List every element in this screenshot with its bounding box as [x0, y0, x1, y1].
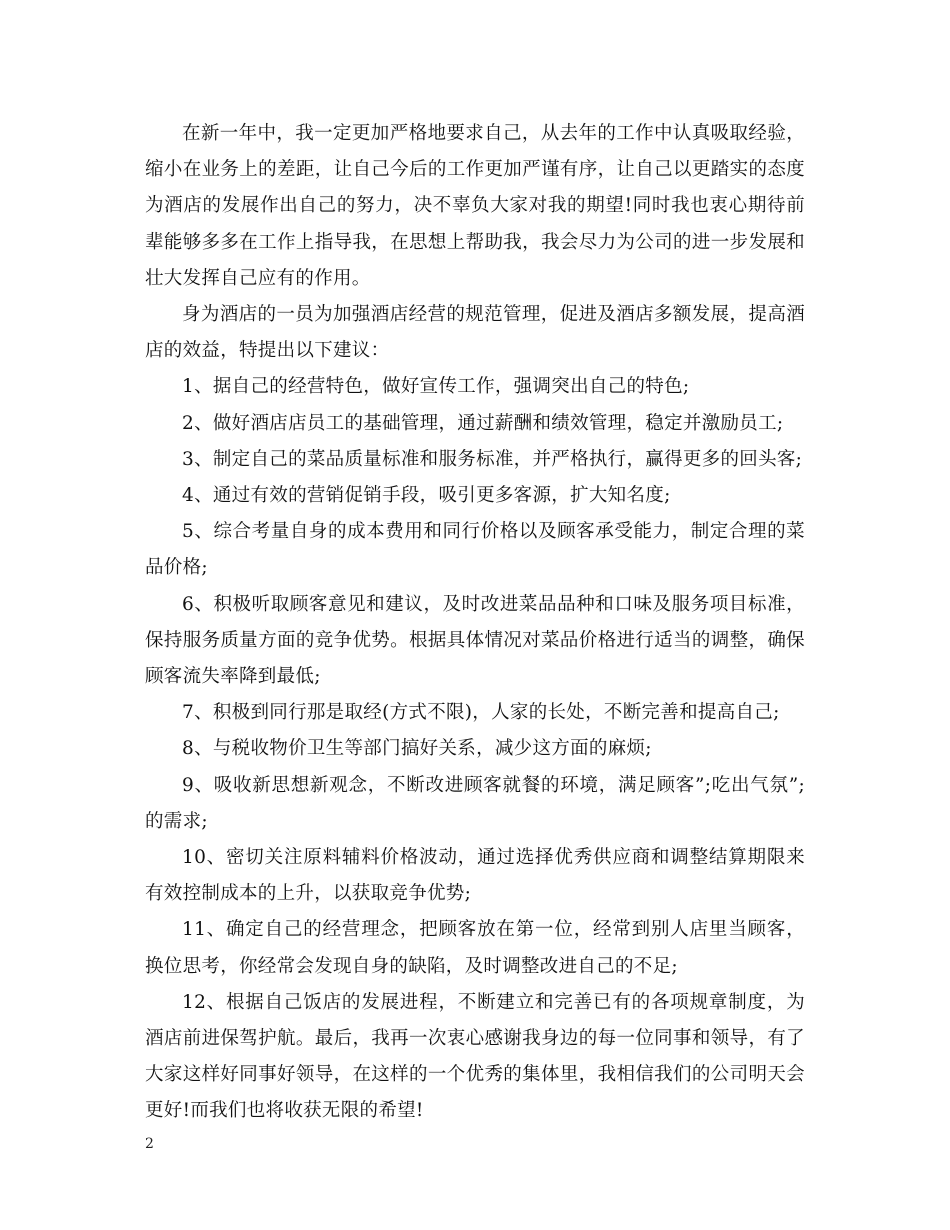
- list-item-10: 10、密切关注原料辅料价格波动，通过选择优秀供应商和调整结算期限来有效控制成本的上升，以获取竞争优势;: [145, 847, 805, 905]
- list-item-3: 3、制定自己的菜品质量标准和服务标准，并严格执行，赢得更多的回头客;: [182, 448, 803, 470]
- list-item-12: 12、根据自己饭店的发展进程，不断建立和完善已有的各项规章制度，为酒店前进保驾护航。最后，我再一次衷心感谢我身边的每一位同事和领导，有了大家这样好同事好领导，在这样的一个优秀的集体里，我相信我们的公司明天会更好!而我们也将收获无限的希望!: [145, 991, 805, 1122]
- list-item-6: 6、积极听取顾客意见和建议，及时改进菜品品种和口味及服务项目标准，保持服务质量方面的竞争优势。根据具体情况对菜品价格进行适当的调整，确保顾客流失率降到最低;: [145, 593, 805, 688]
- list-item-7: 7、积极到同行那是取经(方式不限)，人家的长处，不断完善和提高自己;: [182, 702, 780, 724]
- paragraph-suggestions-intro: 身为酒店的一员为加强酒店经营的规范管理，促进及酒店多额发展，提高酒店的效益，特提出以下建议：: [145, 304, 805, 362]
- page-number: 2: [145, 1136, 154, 1152]
- list-item-5: 5、综合考量自身的成本费用和同行价格以及顾客承受能力，制定合理的菜品价格;: [145, 521, 805, 579]
- document-body: [145, 116, 805, 1130]
- paragraph-intro: 在新一年中，我一定更加严格地要求自己，从去年的工作中认真吸取经验，缩小在业务上的差距，让自己今后的工作更加严谨有序，让自己以更踏实的态度为酒店的发展作出自己的努力，决不辜负大家对我的期望!同时我也衷心期待前辈能够多多在工作上指导我，在思想上帮助我，我会尽力为公司的进一步发展和壮大发挥自己应有的作用。: [145, 123, 805, 289]
- list-item-8: 8、与税收物价卫生等部门搞好关系，减少这方面的麻烦;: [182, 738, 652, 760]
- list-item-11: 11、确定自己的经营理念，把顾客放在第一位，经常到别人店里当顾客，换位思考，你经常会发现自身的缺陷，及时调整改进自己的不足;: [145, 919, 805, 977]
- list-item-1: 1、据自己的经营特色，做好宣传工作，强调突出自己的特色;: [182, 376, 690, 398]
- list-item-2: 2、做好酒店店员工的基础管理，通过薪酬和绩效管理，稳定并激励员工;: [182, 412, 784, 434]
- list-item-4: 4、通过有效的营销促销手段，吸引更多客源，扩大知名度;: [182, 485, 671, 507]
- list-item-9: 9、吸收新思想新观念，不断改进顾客就餐的环境，满足顾客”;吃出气氛”;的需求;: [145, 774, 805, 832]
